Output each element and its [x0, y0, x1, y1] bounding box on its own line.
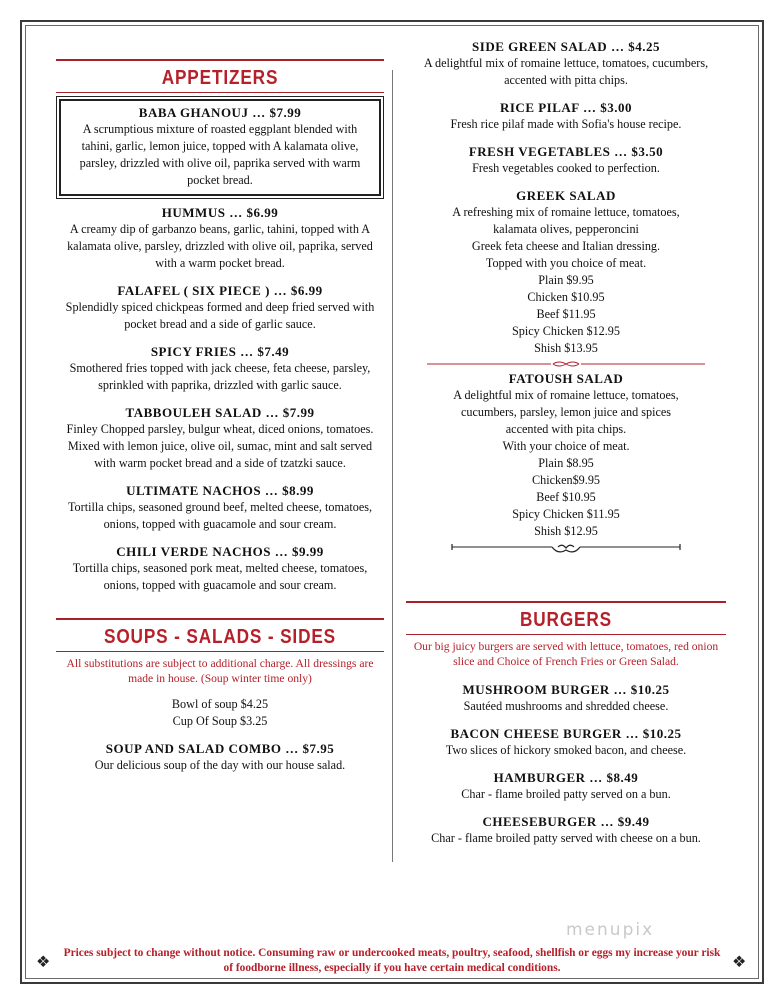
menu-item-description-line: accented with pita chips.: [505, 422, 627, 436]
menu-item-title: HUMMUS … $6.99: [161, 205, 279, 220]
menu-item: [56, 740, 384, 774]
menu-item-description: A scrumptious mixture of roasted eggplant blended with tahini, garlic, lemon juice, topped with A kalamata olive, parsley, drizzled with olive oil, paprika served with warm pocket bread.: [79, 122, 361, 187]
menu-item: [406, 38, 726, 89]
right-column: [406, 30, 726, 847]
scroll-flourish-icon: [450, 543, 682, 557]
menu-item-description-line: Topped with you choice of meat.: [485, 256, 647, 270]
menu-item-description: Char - flame broiled patty served with cheese on a bun.: [431, 831, 701, 845]
burgers-bottom-rule: [406, 634, 726, 635]
menu-item-description: Fresh vegetables cooked to perfection.: [472, 161, 660, 175]
featured-item-box: [59, 99, 381, 196]
bowl-of-soup-price: Bowl of soup $4.25: [171, 697, 269, 711]
menu-item: [56, 404, 384, 472]
menu-item-description: A delightful mix of romaine lettuce, tomatoes, cucumbers, accented with pitta chips.: [423, 56, 709, 87]
ornament-left-icon: ❖: [36, 954, 51, 971]
menu-item-title: SOUP AND SALAD COMBO … $7.95: [105, 741, 335, 756]
menu-item-description-line: kalamata olives, pepperoncini: [493, 222, 639, 236]
menu-item-description: Tortilla chips, seasoned pork meat, melted cheese, tomatoes, onions, topped with guacamole and sour cream.: [72, 561, 368, 592]
menu-item-title: GREEK SALAD: [516, 188, 616, 203]
column-divider: [392, 70, 393, 862]
menu-item-title: BABA GHANOUJ … $7.99: [138, 105, 302, 120]
menu-item: [56, 204, 384, 272]
menu-item-title: RICE PILAF … $3.00: [499, 100, 633, 115]
appetizers-section-header: [56, 59, 384, 93]
menu-item: [56, 543, 384, 594]
menu-item-description: Finley Chopped parsley, bulgur wheat, diced onions, tomatoes. Mixed with lemon juice, olive oil, sumac, mint and salt served with warm pocket bread and a side of tzatzki sauce.: [66, 422, 374, 470]
menu-item: [406, 769, 726, 803]
soups-bottom-rule: [56, 651, 384, 652]
price-option: Beef $10.95: [536, 490, 596, 504]
burgers-section-header: [406, 601, 726, 635]
menu-item-title: FATOUSH SALAD: [508, 371, 624, 386]
menu-item-description: Fresh rice pilaf made with Sofia's house recipe.: [450, 117, 682, 131]
menu-item-title: CHEESEBURGER … $9.49: [482, 814, 650, 829]
menu-item-description-line: A refreshing mix of romaine lettuce, tomatoes,: [452, 205, 680, 219]
soups-section-header: [56, 618, 384, 652]
menu-item-title: FALAFEL ( SIX PIECE ) … $6.99: [117, 283, 323, 298]
cup-of-soup-price: Cup Of Soup $3.25: [172, 714, 268, 728]
menu-item-description: Splendidly spiced chickpeas formed and deep fried served with pocket bread and a side of garlic sauce.: [65, 300, 375, 331]
menu-item: [56, 482, 384, 533]
soups-title: SOUPS - SALADS - SIDES: [103, 626, 337, 648]
menu-item-description: Our delicious soup of the day with our house salad.: [94, 758, 346, 772]
menu-item-description: Tortilla chips, seasoned ground beef, melted cheese, tomatoes, onions, topped with guacamole and sour cream.: [67, 500, 373, 531]
menu-item-title: CHILI VERDE NACHOS … $9.99: [116, 544, 324, 559]
price-option: Chicken$9.95: [531, 473, 601, 487]
price-option: Plain $9.95: [538, 273, 594, 287]
menu-item-description: Sautéed mushrooms and shredded cheese.: [463, 699, 669, 713]
price-option: Plain $8.95: [538, 456, 594, 470]
menu-item-description: Smothered fries topped with jack cheese, feta cheese, parsley, sprinkled with paprika, drizzled with garlic sauce.: [69, 361, 371, 392]
price-option: Beef $11.95: [536, 307, 596, 321]
ornament-right-icon: ❖: [732, 954, 747, 971]
price-option: Spicy Chicken $12.95: [512, 324, 620, 338]
footer-disclaimer: Prices subject to change without notice. Consuming raw or undercooked meats, poultry, seafood, shellfish or eggs my increase your risk of foodborne illness, especially if you have certain medical conditions.: [63, 947, 721, 974]
menu-item-title: SIDE GREEN SALAD … $4.25: [472, 39, 660, 54]
soups-note: All substitutions are subject to additional charge. All dressings are made in house. (Soup winter time only): [66, 657, 374, 685]
price-option: Shish $13.95: [534, 341, 598, 355]
burgers-title: BURGERS: [519, 609, 613, 631]
menu-item: [406, 813, 726, 847]
menu-item: [406, 681, 726, 715]
menu-item-description-line: A delightful mix of romaine lettuce, tomatoes,: [453, 388, 679, 402]
menu-item-description: Char - flame broiled patty served on a bun.: [461, 787, 671, 801]
menu-item-title: BACON CHEESE BURGER … $10.25: [450, 726, 682, 741]
menu-item-title: TABBOULEH SALAD … $7.99: [125, 405, 315, 420]
burgers-note: Our big juicy burgers are served with lettuce, tomatoes, red onion slice and Choice of French Fries or Green Salad.: [413, 640, 719, 668]
appetizers-title: APPETIZERS: [161, 67, 279, 89]
menu-item-description: A creamy dip of garbanzo beans, garlic, tahini, topped with A kalamata olive, parsley, drizzled with olive oil, paprika, served with a warm pocket bread.: [67, 222, 373, 270]
menu-item-description-line: Greek feta cheese and Italian dressing.: [471, 239, 661, 253]
menu-item-title: FRESH VEGETABLES … $3.50: [468, 144, 664, 159]
menu-item: [406, 725, 726, 759]
menu-item-title: HAMBURGER … $8.49: [493, 770, 639, 785]
greek-salad-item: [406, 187, 726, 357]
watermark-logo: menupix: [566, 920, 655, 940]
price-option: Chicken $10.95: [527, 290, 605, 304]
menu-item: [406, 143, 726, 177]
left-column: [56, 30, 384, 774]
fatoush-salad-item: [406, 370, 726, 540]
menu-item-description-line: cucumbers, parsley, lemon juice and spices: [460, 405, 672, 419]
menu-item: [56, 343, 384, 394]
menu-item: [406, 99, 726, 133]
ornamental-divider-icon: [427, 360, 705, 368]
price-option: Spicy Chicken $11.95: [512, 507, 620, 521]
price-option: Shish $12.95: [534, 524, 598, 538]
menu-item: [56, 282, 384, 333]
menu-item-title: SPICY FRIES … $7.49: [150, 344, 290, 359]
appetizers-bottom-rule: [56, 92, 384, 93]
menu-item-description: Two slices of hickory smoked bacon, and cheese.: [445, 743, 687, 757]
menu-item-title: MUSHROOM BURGER … $10.25: [462, 682, 670, 697]
menu-item-title: ULTIMATE NACHOS … $8.99: [126, 483, 314, 498]
menu-item-description-line: With your choice of meat.: [502, 439, 630, 453]
